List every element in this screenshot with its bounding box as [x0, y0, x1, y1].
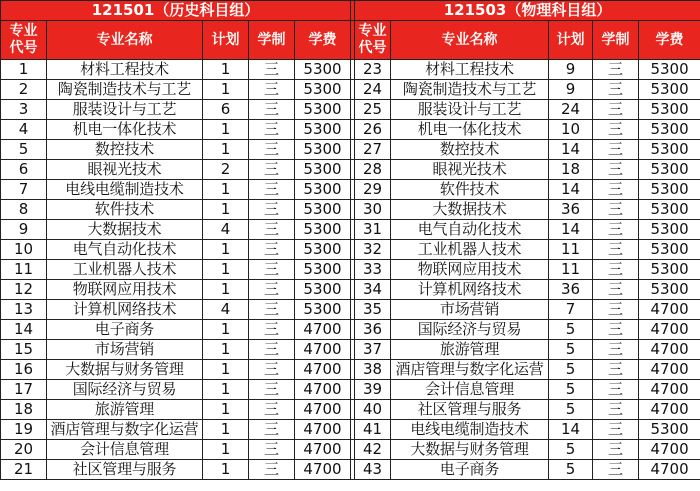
- left-cell-fee: 5300: [295, 220, 351, 240]
- right-cell-system: 三: [593, 380, 639, 400]
- left-cell-code: 15: [1, 340, 47, 360]
- header-code-top: 专业: [358, 23, 387, 39]
- left-cell-system: 三: [249, 260, 295, 280]
- right-cell-code: 39: [355, 380, 391, 400]
- left-cell-plan: 1: [203, 260, 249, 280]
- left-cell-name: 物联网应用技术: [47, 280, 203, 300]
- right-cell-plan: 5: [549, 360, 593, 380]
- left-cell-name: 电子商务: [47, 320, 203, 340]
- right-cell-system: 三: [593, 360, 639, 380]
- table-row: [1, 220, 700, 240]
- right-cell-fee: 5300: [639, 80, 700, 100]
- left-cell-plan: 1: [203, 380, 249, 400]
- right-cell-system: 三: [593, 460, 639, 480]
- left-cell-fee: 4700: [295, 380, 351, 400]
- left-cell-plan: 1: [203, 60, 249, 80]
- right-header-plan: 计划: [549, 21, 593, 60]
- right-group-title: 121503（物理科目组）: [355, 1, 700, 21]
- right-cell-plan: 7: [549, 300, 593, 320]
- left-cell-system: 三: [249, 220, 295, 240]
- left-cell-name: 数控技术: [47, 140, 203, 160]
- right-cell-system: 三: [593, 280, 639, 300]
- right-cell-plan: 10: [549, 120, 593, 140]
- right-cell-fee: 5300: [639, 60, 700, 80]
- right-cell-plan: 11: [549, 240, 593, 260]
- left-cell-name: 机电一体化技术: [47, 120, 203, 140]
- right-cell-code: 33: [355, 260, 391, 280]
- right-cell-plan: 5: [549, 340, 593, 360]
- right-header-name: 专业名称: [391, 21, 549, 60]
- right-cell-system: 三: [593, 160, 639, 180]
- right-cell-plan: 18: [549, 160, 593, 180]
- left-cell-code: 14: [1, 320, 47, 340]
- right-cell-name: 旅游管理: [391, 340, 549, 360]
- right-cell-name: 会计信息管理: [391, 380, 549, 400]
- left-cell-code: 10: [1, 240, 47, 260]
- right-cell-fee: 5300: [639, 260, 700, 280]
- right-cell-code: 37: [355, 340, 391, 360]
- left-cell-fee: 4700: [295, 440, 351, 460]
- right-cell-fee: 5300: [639, 180, 700, 200]
- right-cell-plan: 9: [549, 60, 593, 80]
- right-cell-system: 三: [593, 340, 639, 360]
- left-group-title: 121501（历史科目组）: [1, 1, 351, 21]
- right-cell-system: 三: [593, 60, 639, 80]
- right-cell-system: 三: [593, 140, 639, 160]
- header-code-bottom: 代号: [9, 40, 38, 56]
- table-row: [1, 200, 700, 220]
- left-cell-plan: 1: [203, 460, 249, 480]
- right-cell-plan: 14: [549, 180, 593, 200]
- right-cell-fee: 5300: [639, 220, 700, 240]
- right-cell-fee: 4700: [639, 460, 700, 480]
- right-cell-system: 三: [593, 220, 639, 240]
- right-cell-plan: 5: [549, 320, 593, 340]
- left-cell-fee: 5300: [295, 300, 351, 320]
- right-cell-name: 物联网应用技术: [391, 260, 549, 280]
- right-cell-plan: 5: [549, 380, 593, 400]
- left-cell-code: 13: [1, 300, 47, 320]
- right-cell-name: 机电一体化技术: [391, 120, 549, 140]
- left-cell-code: 19: [1, 420, 47, 440]
- left-cell-name: 电气自动化技术: [47, 240, 203, 260]
- left-cell-name: 国际经济与贸易: [47, 380, 203, 400]
- right-cell-code: 43: [355, 460, 391, 480]
- left-cell-fee: 5300: [295, 100, 351, 120]
- left-cell-fee: 5300: [295, 140, 351, 160]
- right-cell-plan: 14: [549, 220, 593, 240]
- left-cell-system: 三: [249, 80, 295, 100]
- left-header-fee: 学费: [295, 21, 351, 60]
- left-cell-name: 旅游管理: [47, 400, 203, 420]
- table-row: [1, 60, 700, 80]
- left-cell-fee: 4700: [295, 320, 351, 340]
- table-row: [1, 160, 700, 180]
- right-cell-plan: 5: [549, 400, 593, 420]
- group-title-row: [1, 1, 700, 21]
- left-cell-plan: 2: [203, 160, 249, 180]
- table-row: [1, 140, 700, 160]
- right-cell-code: 40: [355, 400, 391, 420]
- right-cell-name: 市场营销: [391, 300, 549, 320]
- right-cell-plan: 24: [549, 100, 593, 120]
- left-cell-code: 11: [1, 260, 47, 280]
- right-cell-code: 28: [355, 160, 391, 180]
- left-cell-code: 9: [1, 220, 47, 240]
- left-cell-system: 三: [249, 300, 295, 320]
- left-cell-plan: 1: [203, 120, 249, 140]
- right-cell-name: 电线电缆制造技术: [391, 420, 549, 440]
- right-cell-fee: 4700: [639, 440, 700, 460]
- right-cell-plan: 36: [549, 200, 593, 220]
- left-cell-system: 三: [249, 360, 295, 380]
- left-cell-plan: 1: [203, 440, 249, 460]
- right-cell-name: 酒店管理与数字化运营: [391, 360, 549, 380]
- right-cell-code: 26: [355, 120, 391, 140]
- right-cell-fee: 5300: [639, 100, 700, 120]
- right-cell-fee: 4700: [639, 300, 700, 320]
- right-cell-name: 社区管理与服务: [391, 400, 549, 420]
- right-cell-name: 大数据与财务管理: [391, 440, 549, 460]
- right-cell-code: 25: [355, 100, 391, 120]
- right-cell-code: 29: [355, 180, 391, 200]
- left-cell-system: 三: [249, 100, 295, 120]
- right-cell-plan: 9: [549, 80, 593, 100]
- table-row: [1, 240, 700, 260]
- left-cell-plan: 6: [203, 100, 249, 120]
- left-cell-fee: 5300: [295, 240, 351, 260]
- left-cell-name: 市场营销: [47, 340, 203, 360]
- left-cell-system: 三: [249, 460, 295, 480]
- left-cell-system: 三: [249, 180, 295, 200]
- right-cell-code: 42: [355, 440, 391, 460]
- left-cell-system: 三: [249, 380, 295, 400]
- right-cell-name: 材料工程技术: [391, 60, 549, 80]
- right-header-system: 学制: [593, 21, 639, 60]
- table-row: [1, 360, 700, 380]
- right-cell-code: 31: [355, 220, 391, 240]
- right-cell-name: 眼视光技术: [391, 160, 549, 180]
- right-cell-fee: 4700: [639, 400, 700, 420]
- left-cell-plan: 1: [203, 240, 249, 260]
- right-cell-system: 三: [593, 400, 639, 420]
- right-cell-system: 三: [593, 320, 639, 340]
- right-cell-code: 27: [355, 140, 391, 160]
- left-cell-name: 大数据技术: [47, 220, 203, 240]
- right-cell-fee: 4700: [639, 320, 700, 340]
- left-cell-system: 三: [249, 440, 295, 460]
- right-cell-name: 计算机网络技术: [391, 280, 549, 300]
- right-cell-system: 三: [593, 80, 639, 100]
- header-code-bottom: 代号: [358, 40, 387, 56]
- left-cell-system: 三: [249, 420, 295, 440]
- left-cell-system: 三: [249, 60, 295, 80]
- left-cell-fee: 5300: [295, 280, 351, 300]
- right-cell-fee: 5300: [639, 420, 700, 440]
- table-row: [1, 300, 700, 320]
- left-cell-fee: 5300: [295, 120, 351, 140]
- right-cell-name: 电气自动化技术: [391, 220, 549, 240]
- header-row: [1, 21, 700, 60]
- left-cell-plan: 1: [203, 140, 249, 160]
- right-cell-name: 电子商务: [391, 460, 549, 480]
- left-cell-code: 1: [1, 60, 47, 80]
- right-cell-code: 24: [355, 80, 391, 100]
- right-cell-system: 三: [593, 440, 639, 460]
- left-cell-code: 3: [1, 100, 47, 120]
- left-cell-fee: 5300: [295, 260, 351, 280]
- left-cell-name: 陶瓷制造技术与工艺: [47, 80, 203, 100]
- left-header-name: 专业名称: [47, 21, 203, 60]
- left-cell-plan: 1: [203, 320, 249, 340]
- right-cell-system: 三: [593, 300, 639, 320]
- right-cell-plan: 36: [549, 280, 593, 300]
- left-cell-system: 三: [249, 200, 295, 220]
- right-cell-code: 30: [355, 200, 391, 220]
- right-cell-fee: 5300: [639, 240, 700, 260]
- right-cell-system: 三: [593, 260, 639, 280]
- left-cell-system: 三: [249, 400, 295, 420]
- left-cell-name: 酒店管理与数字化运营: [47, 420, 203, 440]
- left-cell-name: 服装设计与工艺: [47, 100, 203, 120]
- left-cell-plan: 4: [203, 220, 249, 240]
- right-cell-fee: 4700: [639, 340, 700, 360]
- right-cell-system: 三: [593, 200, 639, 220]
- left-cell-plan: 1: [203, 360, 249, 380]
- right-cell-fee: 5300: [639, 200, 700, 220]
- left-header-plan: 计划: [203, 21, 249, 60]
- right-cell-code: 34: [355, 280, 391, 300]
- left-cell-system: 三: [249, 140, 295, 160]
- table-row: [1, 340, 700, 360]
- left-cell-name: 工业机器人技术: [47, 260, 203, 280]
- right-cell-plan: 14: [549, 140, 593, 160]
- right-cell-system: 三: [593, 180, 639, 200]
- left-cell-name: 计算机网络技术: [47, 300, 203, 320]
- table-row: [1, 100, 700, 120]
- right-cell-code: 35: [355, 300, 391, 320]
- right-header-code: [355, 21, 391, 60]
- left-cell-code: 16: [1, 360, 47, 380]
- table-row: [1, 320, 700, 340]
- table-row: [1, 280, 700, 300]
- right-cell-code: 32: [355, 240, 391, 260]
- left-cell-plan: 1: [203, 340, 249, 360]
- left-cell-fee: 5300: [295, 80, 351, 100]
- table-row: [1, 80, 700, 100]
- right-cell-system: 三: [593, 120, 639, 140]
- right-cell-name: 服装设计与工艺: [391, 100, 549, 120]
- left-cell-fee: 4700: [295, 340, 351, 360]
- left-cell-fee: 5300: [295, 200, 351, 220]
- header-code-top: 专业: [9, 23, 38, 39]
- right-cell-name: 数控技术: [391, 140, 549, 160]
- right-cell-plan: 5: [549, 440, 593, 460]
- left-cell-code: 18: [1, 400, 47, 420]
- left-cell-plan: 1: [203, 400, 249, 420]
- right-cell-system: 三: [593, 420, 639, 440]
- right-cell-code: 23: [355, 60, 391, 80]
- left-cell-plan: 1: [203, 180, 249, 200]
- left-cell-fee: 5300: [295, 180, 351, 200]
- left-cell-system: 三: [249, 320, 295, 340]
- right-cell-code: 38: [355, 360, 391, 380]
- right-cell-name: 软件技术: [391, 180, 549, 200]
- left-cell-code: 17: [1, 380, 47, 400]
- left-cell-name: 电线电缆制造技术: [47, 180, 203, 200]
- left-cell-fee: 4700: [295, 460, 351, 480]
- table-row: [1, 260, 700, 280]
- left-cell-plan: 1: [203, 420, 249, 440]
- table-row: [1, 440, 700, 460]
- left-cell-code: 21: [1, 460, 47, 480]
- left-cell-system: 三: [249, 120, 295, 140]
- left-cell-plan: 1: [203, 80, 249, 100]
- right-cell-system: 三: [593, 240, 639, 260]
- left-cell-code: 8: [1, 200, 47, 220]
- table-row: [1, 180, 700, 200]
- left-cell-fee: 4700: [295, 360, 351, 380]
- left-cell-system: 三: [249, 340, 295, 360]
- right-cell-fee: 5300: [639, 160, 700, 180]
- right-cell-fee: 5300: [639, 280, 700, 300]
- left-cell-name: 眼视光技术: [47, 160, 203, 180]
- right-cell-fee: 4700: [639, 380, 700, 400]
- table-row: [1, 380, 700, 400]
- left-header-system: 学制: [249, 21, 295, 60]
- left-cell-fee: 5300: [295, 60, 351, 80]
- left-cell-code: 5: [1, 140, 47, 160]
- left-cell-name: 会计信息管理: [47, 440, 203, 460]
- right-cell-fee: 5300: [639, 140, 700, 160]
- table-row: [1, 460, 700, 480]
- left-cell-code: 4: [1, 120, 47, 140]
- right-cell-fee: 5300: [639, 120, 700, 140]
- left-cell-name: 社区管理与服务: [47, 460, 203, 480]
- table-row: [1, 420, 700, 440]
- right-cell-plan: 5: [549, 460, 593, 480]
- right-cell-name: 工业机器人技术: [391, 240, 549, 260]
- left-cell-fee: 5300: [295, 160, 351, 180]
- left-cell-name: 大数据与财务管理: [47, 360, 203, 380]
- left-cell-system: 三: [249, 240, 295, 260]
- table-row: [1, 120, 700, 140]
- right-cell-name: 国际经济与贸易: [391, 320, 549, 340]
- left-cell-name: 材料工程技术: [47, 60, 203, 80]
- right-cell-plan: 14: [549, 420, 593, 440]
- left-cell-name: 软件技术: [47, 200, 203, 220]
- left-cell-plan: 4: [203, 300, 249, 320]
- left-cell-system: 三: [249, 280, 295, 300]
- right-cell-name: 大数据技术: [391, 200, 549, 220]
- right-header-fee: 学费: [639, 21, 700, 60]
- left-cell-fee: 4700: [295, 420, 351, 440]
- right-cell-fee: 4700: [639, 360, 700, 380]
- left-cell-code: 6: [1, 160, 47, 180]
- right-cell-code: 36: [355, 320, 391, 340]
- left-cell-code: 20: [1, 440, 47, 460]
- left-cell-fee: 4700: [295, 400, 351, 420]
- right-cell-name: 陶瓷制造技术与工艺: [391, 80, 549, 100]
- left-cell-plan: 1: [203, 200, 249, 220]
- right-cell-plan: 11: [549, 260, 593, 280]
- left-header-code: [1, 21, 47, 60]
- left-cell-code: 7: [1, 180, 47, 200]
- left-cell-plan: 1: [203, 280, 249, 300]
- table-row: [1, 400, 700, 420]
- left-cell-system: 三: [249, 160, 295, 180]
- left-cell-code: 2: [1, 80, 47, 100]
- right-cell-code: 41: [355, 420, 391, 440]
- left-cell-code: 12: [1, 280, 47, 300]
- right-cell-system: 三: [593, 100, 639, 120]
